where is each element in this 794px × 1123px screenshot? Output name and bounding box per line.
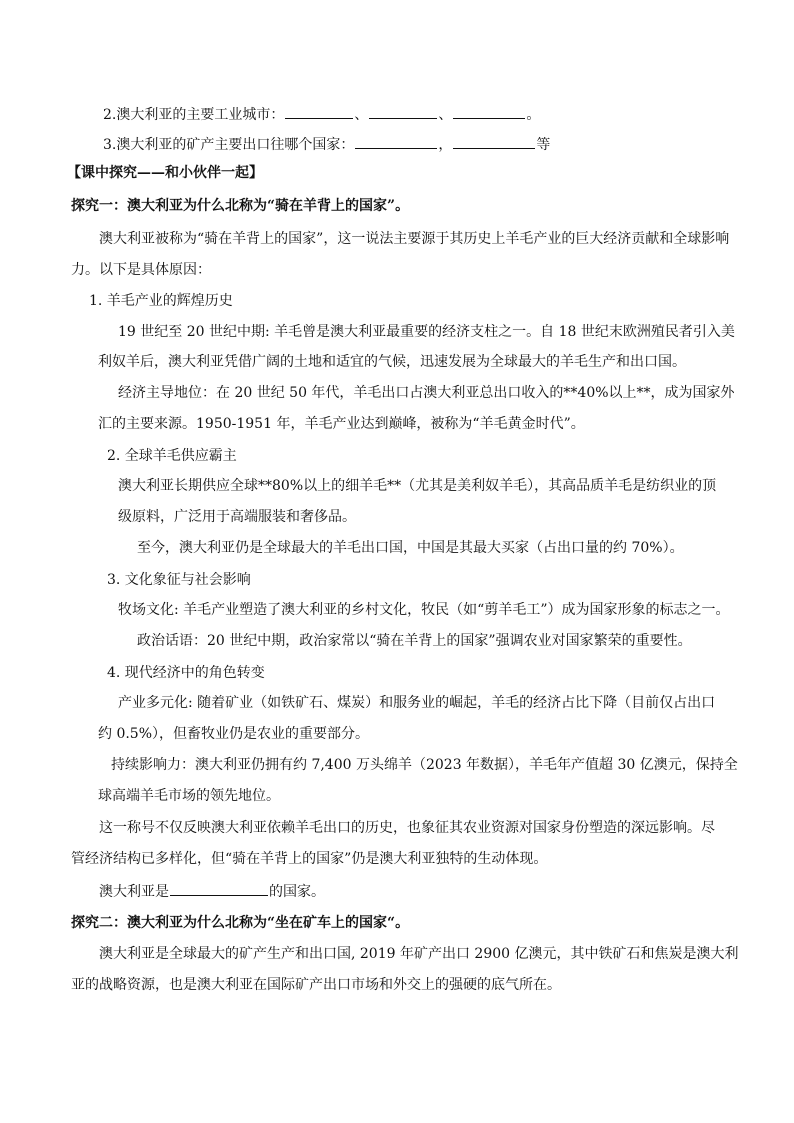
paragraph-line: 持续影响力：澳大利亚仍拥有约 7,400 万头绵羊（2023 年数据），羊毛年产值超 30 亿澳元，保持全 [111,757,738,773]
paragraph-line: 约 0.5%），但畜牧业仍是农业的重要部分。 [98,726,370,742]
question-3 [103,134,550,155]
paragraph-line: 经济主导地位：在 20 世纪 50 年代，羊毛出口占澳大利亚总出口收入的**40%以上**，成为国家外 [118,385,735,401]
terminator: 。 [526,107,541,123]
paragraph-line: 级原料，广泛用于高端服装和奢侈品。 [118,509,356,525]
explore-1-intro-line: 澳大利亚被称为“骑在羊背上的国家”，这一说法主要源于其历史上羊毛产业的巨大经济贡献和全球影响 [99,231,730,247]
answer-blank[interactable] [453,104,525,119]
subsection-4-title: 4. 现代经济中的角色转变 [107,665,265,681]
paragraph-line: 澳大利亚长期供应全球**80%以上的细羊毛**（尤其是美利奴羊毛），其高品质羊毛是纺织业的顶 [118,478,717,494]
paragraph-line: 政治话语：20 世纪中期，政治家常以“骑在羊背上的国家”强调农业对国家繁荣的重要性。 [137,633,692,649]
explore-2-heading: 探究二：澳大利亚为什么北称为“坐在矿车上的国家“。 [71,915,410,931]
explore-1-heading: 探究一：澳大利亚为什么北称为“骑在羊背上的国家”。 [71,198,410,214]
subsection-1-title: 1. 羊毛产业的辉煌历史 [89,293,233,309]
subsection-3-title: 3. 文化象征与社会影响 [107,572,251,588]
paragraph-line: 产业多元化: 随着矿业（如铁矿石、煤炭）和服务业的崛起，羊毛的经济占比下降（目前仅占出口 [118,695,716,711]
paragraph-line: 牧场文化: 羊毛产业塑造了澳大利亚的乡村文化，牧民（如“剪羊毛工”）成为国家形象的标志之一。 [118,602,730,618]
separator: ， [438,137,453,153]
explore-1-intro-line: 力。以下是具体原因： [71,262,211,278]
paragraph-line: 澳大利亚是全球最大的矿产生产和出口国, 2019 年矿产出口 2900 亿澳元，其中铁矿石和焦炭是澳大利 [99,946,739,962]
paragraph-line: 汇的主要来源。1950-1951 年，羊毛产业达到巅峰，被称为“羊毛黄金时代”。 [98,416,585,432]
paragraph-line: 亚的战略资源，也是澳大利亚在国际矿产出口市场和外交上的强硬的底气所在。 [71,977,561,993]
paragraph-line: 利奴羊后，澳大利亚凭借广阔的土地和适宜的气候，迅速发展为全球最大的羊毛生产和出口国。 [98,354,686,370]
fill-in-suffix: 的国家。 [269,884,325,900]
paragraph-line: 球高端羊毛市场的领先地位。 [98,788,280,804]
separator: 、 [354,107,369,123]
subsection-2-title: 2. 全球羊毛供应霸主 [107,448,237,464]
fill-in-question [99,881,325,902]
section-title: 【课中探究——和小伙伴一起】 [67,165,263,181]
answer-blank[interactable] [369,104,437,119]
answer-blank[interactable] [355,134,437,149]
conclusion-line: 这一称号不仅反映澳大利亚依赖羊毛出口的历史，也象征其农业资源对国家身份塑造的深远影响。尽 [99,820,715,836]
question-2 [103,104,540,125]
separator: 、 [438,107,453,123]
conclusion-line: 管经济结构已多样化，但“骑在羊背上的国家”仍是澳大利亚独特的生动体现。 [71,851,548,867]
terminator: 等 [536,137,551,153]
fill-in-prefix: 澳大利亚是 [99,884,169,900]
paragraph-line: 19 世纪至 20 世纪中期: 羊毛曾是澳大利亚最重要的经济支柱之一。自 18 世纪末欧洲殖民者引入美 [118,324,735,340]
answer-blank[interactable] [453,134,535,149]
paragraph-line: 至今，澳大利亚仍是全球最大的羊毛出口国，中国是其最大买家（占出口量的约 70%）。 [137,540,684,556]
answer-blank[interactable] [170,881,268,896]
question-2-text: 2.澳大利亚的主要工业城市： [103,107,285,123]
answer-blank[interactable] [285,104,353,119]
question-3-text: 3.澳大利亚的矿产主要出口往哪个国家： [103,137,355,153]
